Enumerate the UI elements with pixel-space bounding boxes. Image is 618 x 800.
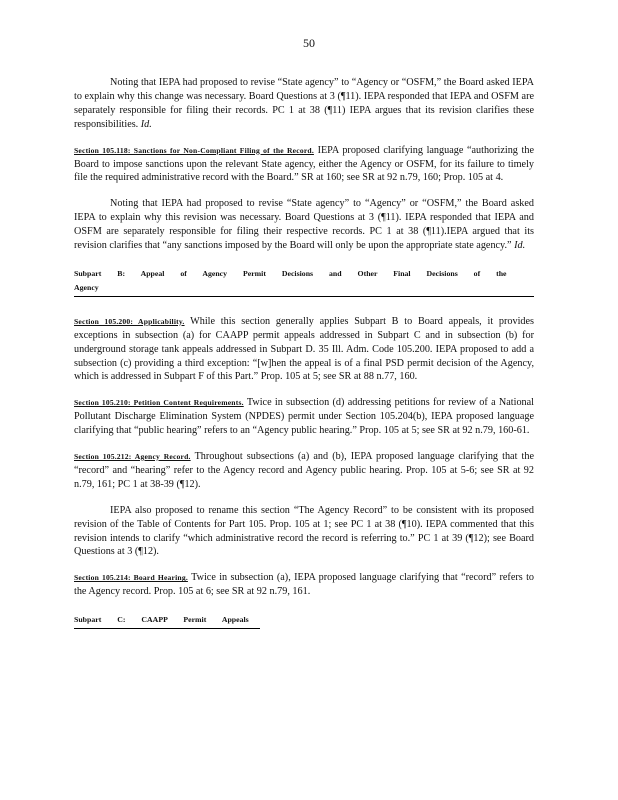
paragraph-1-text: Noting that IEPA had proposed to revise “State agency” to “Agency or “OSFM,” the Board asked IEPA to explain why this change was necessary. Board Questions at 3 (¶11). IEPA responded that IEPA and OSFM are separately responsible for filing their records. PC 1 at 38 (¶11) IEPA argues that its revision clarifies these responsibilities. <box>74 77 534 130</box>
paragraph-6 <box>74 450 534 492</box>
paragraph-2 <box>74 144 534 186</box>
paragraph-3 <box>74 197 534 253</box>
subpart-b-heading: Subpart B: Appeal of Agency Permit Decisions and Other Final Decisions of the Agency <box>74 267 534 297</box>
id-citation: Id. <box>514 240 526 252</box>
page-number: 50 <box>303 36 315 50</box>
document-body <box>74 76 534 647</box>
section-heading-105-118: Section 105.118: Sanctions for Non-Compliant Filing of the Record. <box>74 145 314 155</box>
paragraph-8-text: Twice in subsection (a), IEPA proposed language clarifying that “record” refers to the Agency record. Prop. 105 at 6; see SR at 92 n.79, 161. <box>74 572 534 598</box>
paragraph-4-text: While this section generally applies Subpart B to Board appeals, it provides exceptions in subsection (a) for CAAPP permit appeals addressed in Subpart C and in subsection (b) for underground storage tank appeals addressed in Subpart D. 35 Ill. Adm. Code 105.200. IEPA proposed to add a subsection (c) providing a third exception: “[w]hen the appeal is of a final PSD permit decision of the Agency, which is addressed in Subpart F of this Part.” Prop. 105 at 5; see SR at 88 n.77, 160. <box>74 315 535 383</box>
paragraph-4 <box>74 315 534 385</box>
section-heading-105-210: Section 105.210: Petition Content Requirements. <box>74 398 244 408</box>
paragraph-2-text: IEPA proposed clarifying language “authorizing the Board to impose sanctions upon the relevant State agency, either the Agency or OSFM, for its failure to timely file the required administrative record with the Board.” SR at 160; see SR at 92 n.79, 160; Prop. 105 at 4. <box>74 144 534 184</box>
section-heading-105-214: Section 105.214: Board Hearing. <box>74 573 188 583</box>
paragraph-1 <box>74 76 534 132</box>
subpart-c-heading: Subpart C: CAAPP Permit Appeals <box>74 613 260 629</box>
paragraph-7: IEPA also proposed to rename this section “The Agency Record” to be consistent with its proposed revision of the Table of Contents for Part 105. Prop. 105 at 1; see PC 1 at 38 (¶10). IEPA commented that this revision intends to clarify “which administrative record the record is referring to.” PC 1 at 39 (¶12); see Board Questions at 3 (¶12). <box>74 504 534 558</box>
section-heading-105-200: Section 105.200: Applicability. <box>74 316 185 326</box>
section-heading-105-212: Section 105.212: Agency Record. <box>74 452 191 462</box>
paragraph-8 <box>74 571 534 599</box>
paragraph-5 <box>74 396 534 438</box>
id-citation: Id. <box>140 118 152 130</box>
paragraph-6-text: Throughout subsections (a) and (b), IEPA proposed language clarifying that the “record” and “hearing” refer to the Agency record and Agency public hearing. Prop. 105 at 5-6; see SR at 92 n.79, 161; PC 1 at 38-39 (¶12). <box>74 451 534 490</box>
paragraph-3-text: Noting that IEPA had proposed to revise “State agency” to “Agency” or “OSFM,” the Board asked IEPA to explain why this revision was necessary. Board Questions at 3 (¶11). IEPA responded that IEPA and OSFM are separately responsible for filing their respective records. PC 1 at 38 (¶11).IEPA argued that its revision clarifies that “any sanctions imposed by the Board will only be upon the appropriate state agency.” <box>74 198 534 252</box>
paragraph-5-text: Twice in subsection (d) addressing petitions for review of a National Pollutant Discharge Elimination System (NPDES) permit under Section 105.204(b), IEPA proposed language clarifying that “public hearing” refers to an “Agency public hearing.” Prop. 105 at 5; see SR at 92 n.79, 160-61. <box>74 397 534 437</box>
